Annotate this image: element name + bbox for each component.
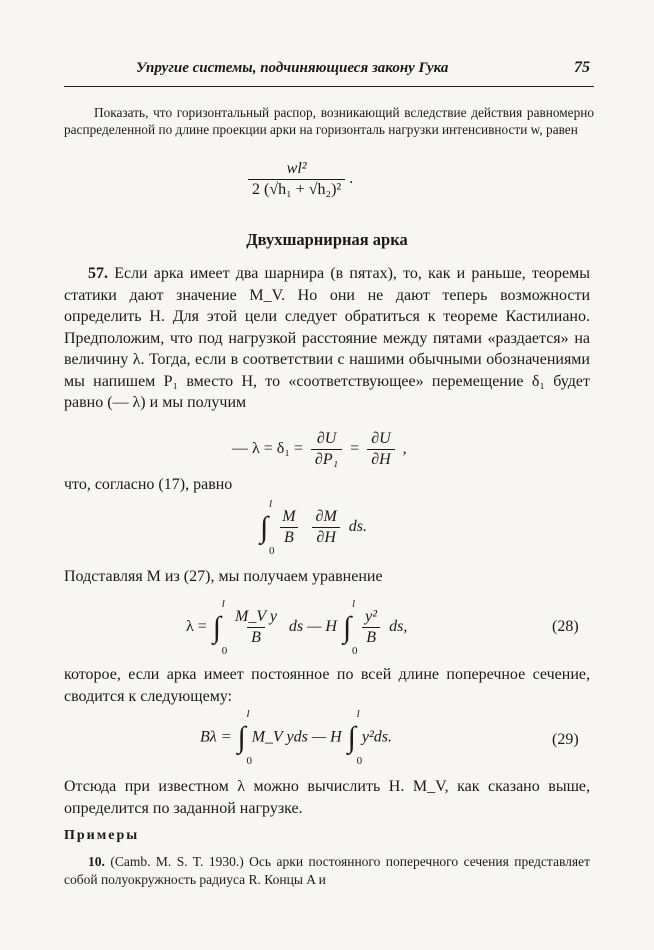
fraction-numerator: ∂M xyxy=(315,508,337,525)
fraction-numerator: y² xyxy=(365,608,378,625)
fraction-denominator: ∂H xyxy=(312,527,339,547)
examples-heading: Примеры xyxy=(64,828,140,843)
formula-tail: ds, xyxy=(389,618,408,636)
page-header xyxy=(64,58,594,87)
formula-delta xyxy=(232,430,407,469)
example-text: (Camb. M. S. T. 1930.) Ось арки постоянного поперечного сечения представляет собой полуокружность радиуса R. Концы A и xyxy=(64,854,591,887)
text-podstavlyaya: Подставляя M из (27), мы получаем уравнение xyxy=(64,568,383,585)
formula-lhs: — λ = δ₁ = xyxy=(232,440,303,458)
formula-equals: = xyxy=(350,440,360,458)
text-kotoroe: которое, если арка имеет постоянное по всей длине поперечное сечение, сводится к следующему: xyxy=(64,666,590,705)
paragraph-number: 57. xyxy=(88,265,108,282)
formula-28 xyxy=(186,597,408,657)
integral-sign: ∫ l 0 xyxy=(212,597,228,657)
formula-body-1: M_V yds — H xyxy=(251,728,342,746)
example-10 xyxy=(64,853,590,889)
fraction-numerator: wl² xyxy=(286,160,307,177)
integral-sign: ∫ l 0 xyxy=(260,497,275,557)
paragraph-text: Если арка имеет два шарнира (в пятах), то, как и раньше, теоремы статики дают значение M_V. Но они не дают теперь возможности определить H. Для этой цели следует обратиться к теореме Кастилиано. Предположим, что под нагрузкой расстояние между пятами «раздается» на величину λ. Тогда, если в соответствии с нашими обычными обозначениями мы напишем P₁ вместо H, то «соответствующее» перемещение δ₁ будет равно (— λ) и мы получим xyxy=(64,265,591,411)
formula-body-2: y²ds. xyxy=(361,728,392,746)
fraction xyxy=(361,608,381,647)
formula-lhs: Bλ = xyxy=(200,728,232,746)
integral-lower-limit: 0 xyxy=(246,755,252,767)
fraction-denominator: B xyxy=(362,627,380,647)
intro-text: Показать, что горизонтальный распор, возникающий вследствие действия равномерно распределенной по длине проекции арки на горизонталь нагрузки интенсивности w, равен xyxy=(64,105,594,137)
formula-tail: ds. xyxy=(348,518,368,536)
fraction-denominator: B xyxy=(247,627,265,647)
fraction-numerator: M_V y xyxy=(235,608,277,625)
fraction xyxy=(311,430,342,469)
section-title: Двухшарнирная арка xyxy=(246,230,408,249)
integral-upper-limit: l xyxy=(269,497,273,510)
formula-trailing: . xyxy=(349,170,354,188)
fraction-denominator: 2 (√h₁ + √h₂)² xyxy=(248,179,345,199)
paragraph-57 xyxy=(64,263,590,414)
formula-trailing: , xyxy=(402,440,407,458)
formula-lhs: λ = xyxy=(186,618,207,636)
formula-29 xyxy=(200,708,392,767)
fraction-numerator: ∂U xyxy=(316,430,337,447)
integral-lower-limit: 0 xyxy=(356,755,363,767)
page-number: 75 xyxy=(574,59,590,76)
fraction xyxy=(367,430,394,469)
integral-upper-limit: l xyxy=(351,597,355,610)
equation-number-28: (28) xyxy=(552,618,579,635)
fraction xyxy=(231,608,281,647)
formula-middle: ds — H xyxy=(288,618,337,636)
fraction-numerator: ∂U xyxy=(371,430,391,447)
formula-integral-1 xyxy=(258,497,368,557)
fraction xyxy=(248,160,345,199)
integral-lower-limit: 0 xyxy=(221,644,228,657)
intro-paragraph xyxy=(64,104,594,138)
integral-sign: ∫ l 0 xyxy=(342,597,358,657)
equation-number-29: (29) xyxy=(552,731,579,748)
integral-lower-limit: 0 xyxy=(269,544,275,557)
integral-sign: ∫ l 0 xyxy=(237,708,252,767)
text-otsyuda: Отсюда при известном λ можно вычислить H. M_V, как сказано выше, определится по заданной нагрузке. xyxy=(64,778,590,817)
fraction-numerator: M xyxy=(282,508,296,525)
fraction-denominator: B xyxy=(280,527,298,547)
example-number: 10. xyxy=(88,854,105,869)
fraction-denominator: ∂H xyxy=(367,449,394,469)
fraction xyxy=(312,508,341,547)
running-title: Упругие системы, подчиняющиеся закону Гука xyxy=(136,60,449,76)
fraction xyxy=(278,508,299,547)
integral-upper-limit: l xyxy=(221,597,225,610)
text-soglasno: что, согласно (17), равно xyxy=(64,476,233,493)
fraction-denominator: ∂P₁ xyxy=(311,449,342,469)
integral-lower-limit: 0 xyxy=(351,644,358,657)
formula-horizontal-thrust xyxy=(244,160,353,199)
integral-upper-limit: l xyxy=(246,708,250,720)
integral-upper-limit: l xyxy=(356,708,360,720)
integral-sign: ∫ l 0 xyxy=(347,708,363,767)
